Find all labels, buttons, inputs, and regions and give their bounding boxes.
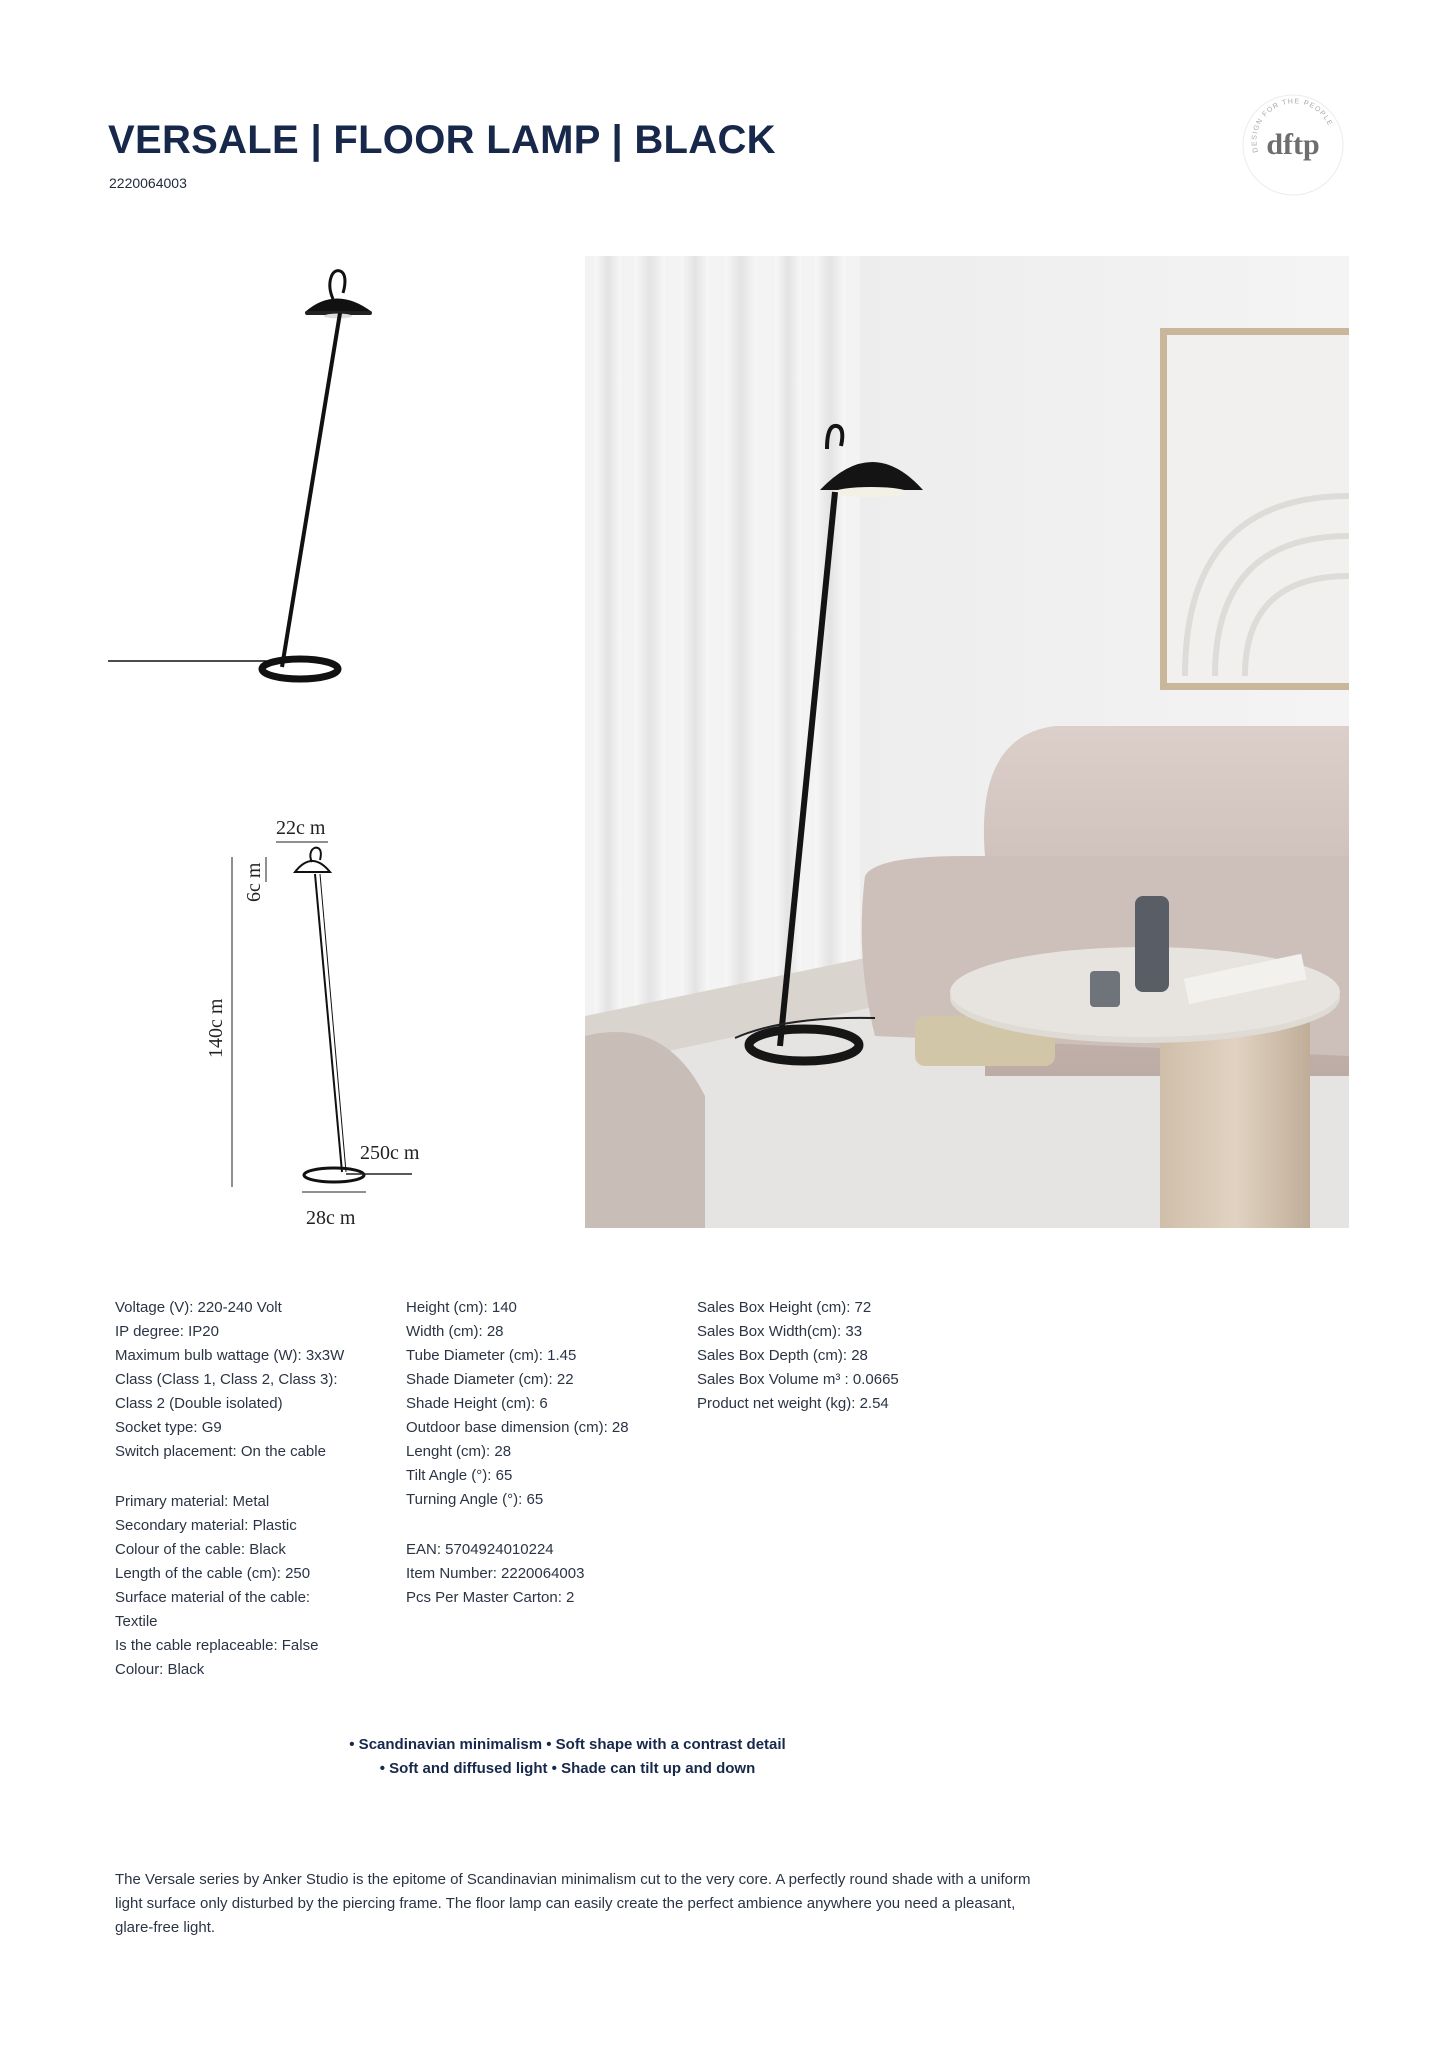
feature-line-1: • Scandinavian minimalism • Soft shape with a contrast detail	[349, 1736, 786, 1753]
feature-line-2: • Soft and diffused light • Shade can tilt up and down	[379, 1760, 756, 1777]
spec-width: Width (cm): 28	[406, 1323, 504, 1340]
spec-cable-length: Length of the cable (cm): 250	[115, 1565, 311, 1582]
spec-outdoor-base: Outdoor base dimension (cm): 28	[406, 1419, 629, 1436]
lamp-handle	[330, 271, 345, 299]
spec-colour: Colour: Black	[115, 1661, 205, 1678]
spec-max-wattage: Maximum bulb wattage (W): 3x3W	[115, 1347, 345, 1364]
spec-switch-placement: Switch placement: On the cable	[115, 1443, 326, 1460]
spec-box-depth: Sales Box Depth (cm): 28	[697, 1347, 868, 1364]
logo-ring-text: DESIGN FOR THE PEOPLE	[1251, 98, 1334, 154]
spec-cable-colour: Colour of the cable: Black	[115, 1541, 286, 1558]
spec-primary-material: Primary material: Metal	[115, 1493, 270, 1510]
dimension-drawing	[200, 800, 460, 1240]
spec-column-electrical	[115, 1296, 344, 1682]
spec-column-dimensions	[406, 1296, 629, 1610]
wall-artwork	[1160, 328, 1349, 690]
spec-item-number: Item Number: 2220064003	[406, 1565, 585, 1582]
spec-cable-surface-value: Textile	[115, 1613, 158, 1630]
dim-shade-height: 6c m	[243, 862, 265, 902]
spec-column-packaging	[697, 1296, 899, 1416]
spec-box-width: Sales Box Width(cm): 33	[697, 1323, 863, 1340]
dim-cable-length: 250c m	[360, 1142, 420, 1164]
spec-tilt-angle: Tilt Angle (°): 65	[406, 1467, 513, 1484]
spec-socket-type: Socket type: G9	[115, 1419, 222, 1436]
spec-shade-height: Shade Height (cm): 6	[406, 1395, 548, 1412]
spec-class-value: Class 2 (Double isolated)	[115, 1395, 283, 1412]
spec-turning-angle: Turning Angle (°): 65	[406, 1491, 544, 1508]
spec-tube-diameter: Tube Diameter (cm): 1.45	[406, 1347, 577, 1364]
lamp-shade	[305, 299, 372, 313]
dim-base-width: 28c m	[306, 1207, 356, 1229]
spec-shade-diameter: Shade Diameter (cm): 22	[406, 1371, 574, 1388]
dim-shade-diameter: 22c m	[276, 817, 326, 839]
dim-height: 140c m	[205, 998, 227, 1058]
lamp-base	[262, 659, 338, 679]
product-sku: 2220064003	[109, 175, 187, 191]
room-photo	[585, 256, 1349, 1228]
spec-cable-replaceable: Is the cable replaceable: False	[115, 1637, 319, 1654]
spec-box-volume: Sales Box Volume m³ : 0.0665	[697, 1371, 899, 1388]
lamp-product-illustration	[100, 255, 400, 695]
logo-wordmark: dftp	[1266, 128, 1320, 161]
spec-length: Lenght (cm): 28	[406, 1443, 512, 1460]
spec-voltage: Voltage (V): 220-240 Volt	[115, 1299, 282, 1316]
spec-pcs-per-carton: Pcs Per Master Carton: 2	[406, 1589, 575, 1606]
spec-ean: EAN: 5704924010224	[406, 1541, 554, 1558]
spec-ip-degree: IP degree: IP20	[115, 1323, 219, 1340]
product-description: The Versale series by Anker Studio is the epitome of Scandinavian minimalism cut to the very core. A perfectly round shade with a uniform light surface only disturbed by the piercing frame. The floor lamp can easily create the perfect ambience anywhere you need a pleasant, glare-free light.	[115, 1871, 1031, 1936]
spec-cable-surface-label: Surface material of the cable:	[115, 1589, 311, 1606]
spec-net-weight: Product net weight (kg): 2.54	[697, 1395, 889, 1412]
spec-height: Height (cm): 140	[406, 1299, 517, 1316]
spec-class-label: Class (Class 1, Class 2, Class 3):	[115, 1371, 338, 1388]
spec-secondary-material: Secondary material: Plastic	[115, 1517, 297, 1534]
brand-logo	[1238, 90, 1348, 200]
spec-box-height: Sales Box Height (cm): 72	[697, 1299, 872, 1316]
lamp-pole	[282, 313, 340, 667]
product-title: VERSALE | FLOOR LAMP | BLACK	[108, 118, 776, 162]
